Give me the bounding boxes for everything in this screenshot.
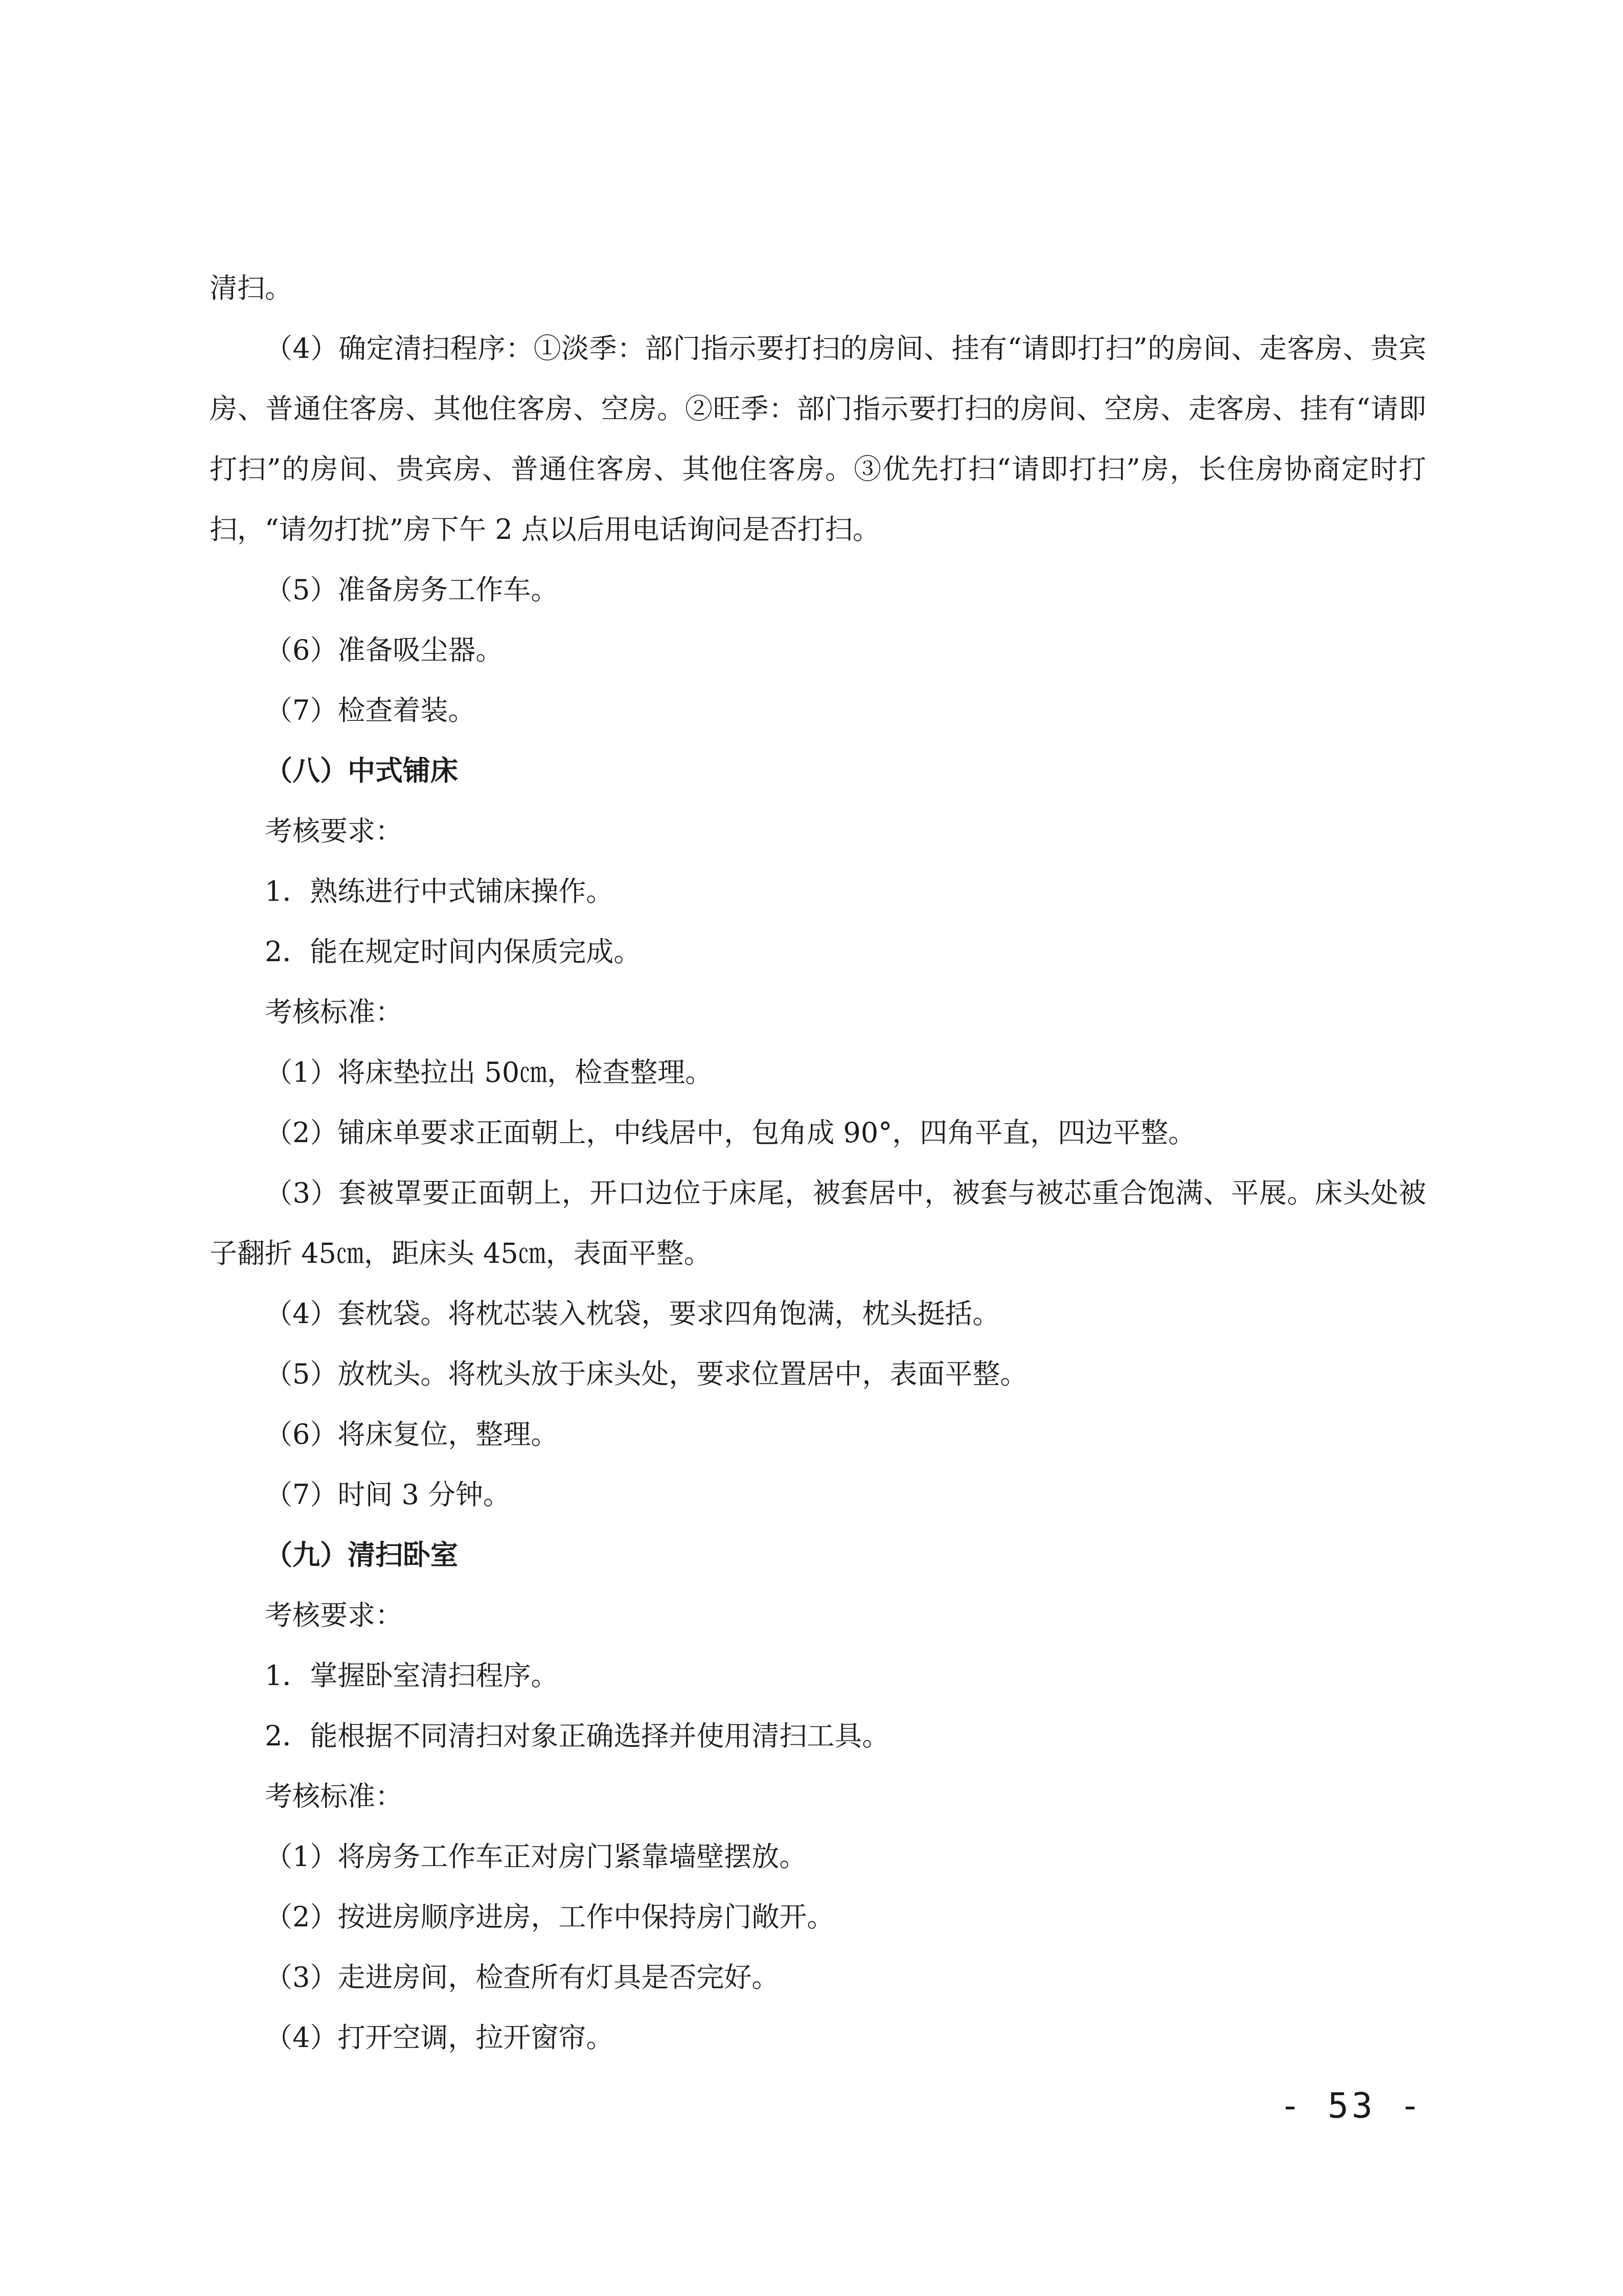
paragraph: 考核标准： — [265, 996, 403, 1028]
paragraph: （7）检查着装。 — [265, 694, 476, 726]
paragraph: （3）走进房间，检查所有灯具是否完好。 — [265, 1961, 780, 1993]
paragraph: 1．掌握卧室清扫程序。 — [265, 1660, 559, 1692]
paragraph: （4）打开空调，拉开窗帘。 — [265, 2021, 614, 2054]
paragraph: 清扫。 — [210, 272, 292, 304]
paragraph: （2）按进房顺序进房，工作中保持房门敞开。 — [265, 1901, 835, 1933]
paragraph: （1）将床垫拉出 50㎝，检查整理。 — [265, 1056, 713, 1088]
paragraph: （7）时间 3 分钟。 — [265, 1479, 511, 1511]
paragraph: （4）套枕袋。将枕芯装入枕袋，要求四角饱满，枕头挺括。 — [265, 1298, 1000, 1330]
paragraph: （2）铺床单要求正面朝上，中线居中，包角成 90°，四角平直，四边平整。 — [265, 1117, 1196, 1149]
paragraph: 1．熟练进行中式铺床操作。 — [265, 875, 614, 907]
paragraph: （6）准备吸尘器。 — [265, 634, 504, 666]
section-heading: （九）清扫卧室 — [265, 1539, 458, 1571]
paragraph: 2．能在规定时间内保质完成。 — [265, 936, 642, 968]
paragraph: 考核标准： — [265, 1780, 403, 1812]
page-body — [210, 258, 1426, 2068]
page-number: - 53 - — [1279, 2086, 1424, 2126]
paragraph: （3）套被罩要正面朝上，开口边位于床尾，被套居中，被套与被芯重合饱满、平展。床头处被子翻折 45㎝，距床头 45㎝，表面平整。 — [210, 1177, 1426, 1269]
paragraph: 考核要求： — [265, 1599, 403, 1631]
section-heading: （八）中式铺床 — [265, 755, 458, 787]
paragraph: （5）放枕头。将枕头放于床头处，要求位置居中，表面平整。 — [265, 1358, 1028, 1390]
paragraph: （6）将床复位，整理。 — [265, 1418, 559, 1450]
paragraph: （5）准备房务工作车。 — [265, 574, 559, 606]
paragraph: 考核要求： — [265, 815, 403, 847]
paragraph: （4）确定清扫程序：①淡季：部门指示要打扫的房间、挂有“请即打扫”的房间、走客房、贵宾房、普通住客房、其他住客房、空房。②旺季：部门指示要打扫的房间、空房、走客房、挂有“请即打扫”的房间、贵宾房、普通住客房、其他住客房。③优先打扫“请即打扫”房，长住房协商定时打扫，“请勿打扰”房下午 2 点以后用电话询问是否打扫。 — [210, 332, 1426, 545]
paragraph: （1）将房务工作车正对房门紧靠墙壁摆放。 — [265, 1840, 807, 1873]
paragraph: 2．能根据不同清扫对象正确选择并使用清扫工具。 — [265, 1720, 890, 1752]
